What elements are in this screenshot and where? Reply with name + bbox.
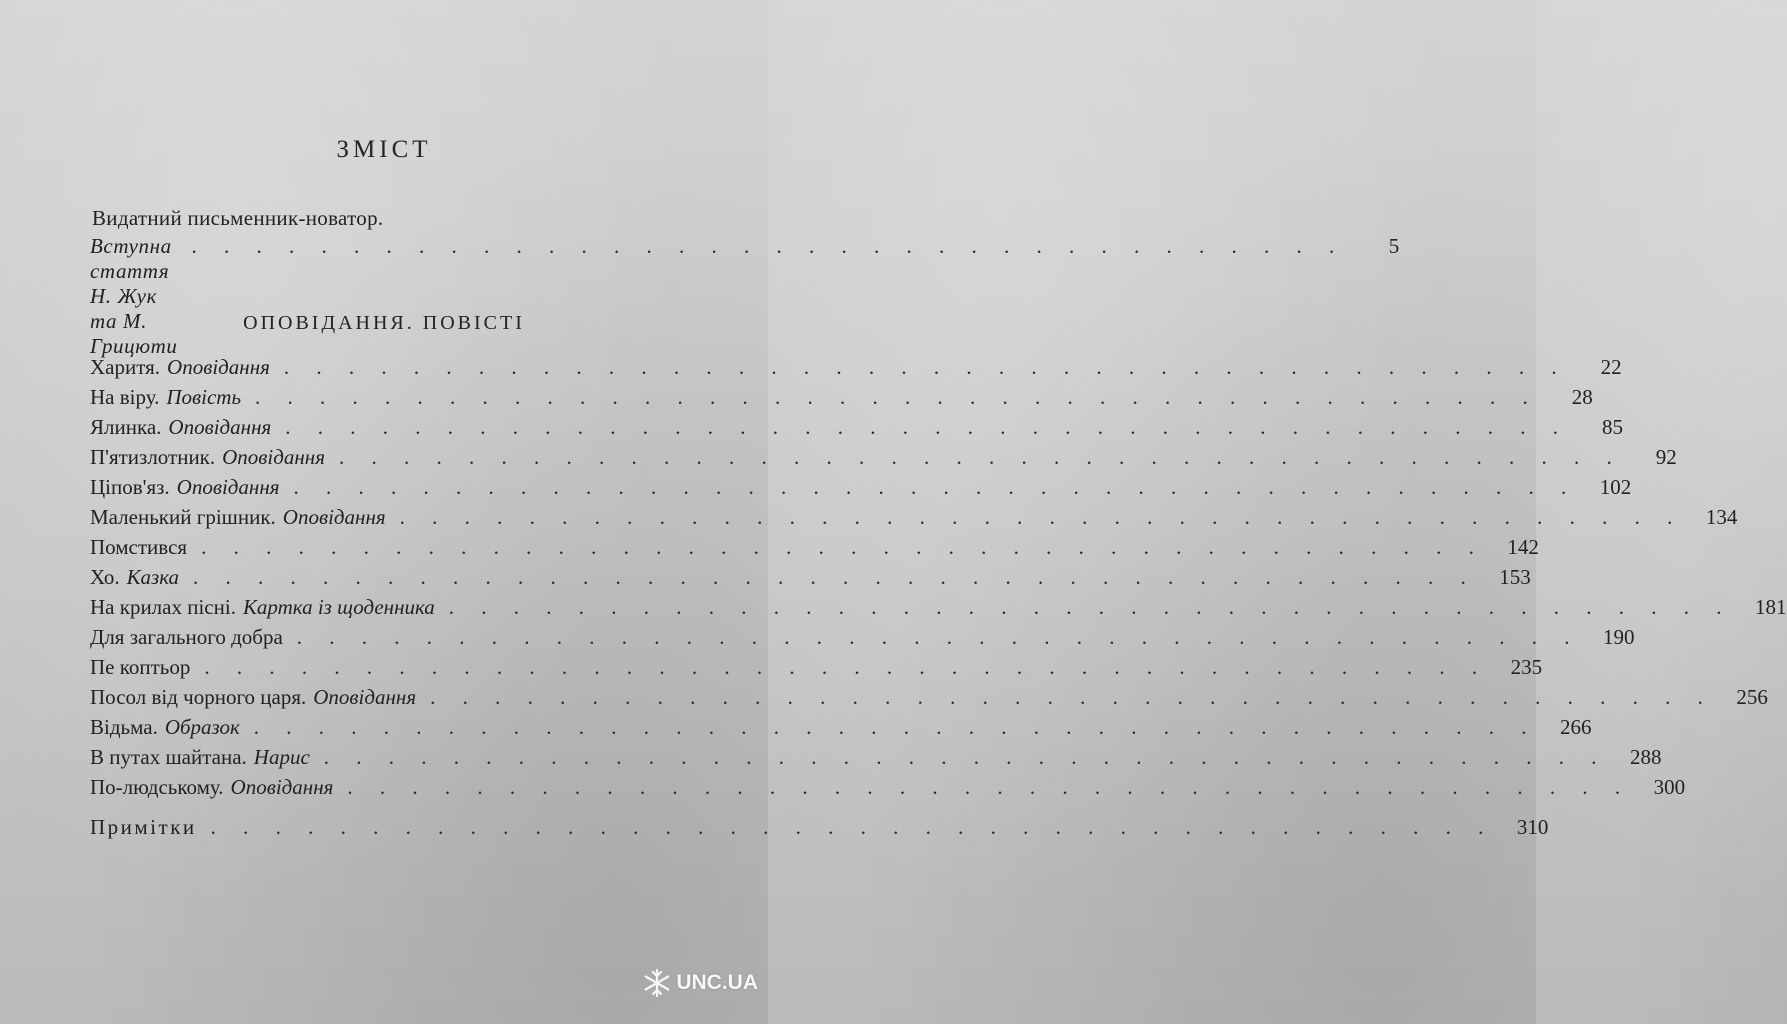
intro-subtitle: Вступна стаття Н. Жук та М. Грицюти [90,234,178,358]
toc-page-number: 92 [1655,445,1677,469]
toc-entry-title: На віру. [90,385,160,409]
toc-page-number: 181 [1755,595,1787,619]
intro-title: Видатний письменник-новатор. [92,206,384,230]
toc-row [90,475,1632,505]
toc-entry-subtitle: Образок [164,715,240,739]
toc-page-number: 300 [1653,775,1686,799]
toc-entry-title: Пе коптьор [90,655,191,679]
toc-row [90,595,1787,625]
intro-entry [90,234,1400,359]
leader-dots: . . . . . . . . . . . . . . . . . . . . . . . . . . . . . . . . . . . . . . . . [399,505,1684,529]
toc-page-number: 85 [1602,415,1624,439]
toc-entry-title: Помстився [90,535,188,559]
leader-dots: . . . . . . . . . . . . . . . . . . . . . . . . . . . . . . . . . . . . . . . . [296,625,1581,649]
leader-dots: . . . . . . . . . . . . . . . . . . . . . . . . . . . . . . . . . . . . . . . . [193,565,1477,589]
toc-entry-title: Харитя. [90,355,161,379]
toc-entry-title: Хо. [90,565,120,589]
toc-page-number: 190 [1603,625,1635,649]
toc-entry-title: По-людському. [90,775,224,799]
toc-row [90,655,1543,685]
leader-dots: . . . . . . . . . . . . . . . . . . . . . . . . . . . . . . . . . . . . [191,234,1346,258]
toc-row [90,625,1635,655]
toc-row [90,355,1622,385]
toc-entry-title: Посол від чорного царя. [90,685,307,709]
toc-page-number: 142 [1507,535,1539,559]
toc-page-number: 102 [1599,475,1632,499]
watermark [642,968,758,998]
toc-entry-title: Маленький грішник. [90,505,276,529]
leader-dots: . . . . . . . . . . . . . . . . . . . . . . . . . . . . . . . . . . . . . . . . [210,815,1495,839]
toc-row [90,445,1677,475]
toc-entry-subtitle: Оповідання [167,355,270,379]
toc-entry-subtitle: Казка [126,565,180,589]
toc-page-number: 22 [1600,355,1622,379]
toc-entry-subtitle: Оповідання [176,475,280,499]
leader-dots: . . . . . . . . . . . . . . . . . . . . . . . . . . . . . . . . . . . . . . . . [255,385,1539,409]
toc-row [90,385,1593,415]
toc-row [90,775,1686,805]
notes-entry [90,815,1549,840]
toc-entry-title: Відьма. [90,715,158,739]
toc-entry-subtitle: Оповідання [230,775,334,799]
leader-dots: . . . . . . . . . . . . . . . . . . . . . . . . . . . . . . . . . . . . . . . . [293,475,1578,499]
leader-dots: . . . . . . . . . . . . . . . . . . . . . . . . . . . . . . . . . . . . . . . . [201,535,1485,559]
toc-page-number: 235 [1510,655,1543,679]
toc-entry-subtitle: Оповідання [168,415,272,439]
toc-entry-title: Ялинка. [90,415,162,439]
leader-dots: . . . . . . . . . . . . . . . . . . . . . . . . . . . . . . . . . . . . . . . . [204,655,1489,679]
notes-page-number: 310 [1516,815,1549,839]
toc-page-number: 153 [1499,565,1531,589]
leader-dots: . . . . . . . . . . . . . . . . . . . . . . . . . . . . . . . . . . . . . . . . [323,745,1608,769]
toc-row [90,565,1531,595]
toc-entry-subtitle: Повість [166,385,242,409]
snowflake-logo-icon [642,968,672,998]
leader-dots: . . . . . . . . . . . . . . . . . . . . . . . . . . . . . . . . . . . . . . . . [285,415,1570,439]
toc-row [90,745,1662,775]
toc-entry-subtitle: Нарис [253,745,310,769]
watermark-text: UNC.UA [676,971,758,994]
toc-row [90,505,1738,535]
toc-page-number: 288 [1630,745,1662,769]
toc-entry-title: Ціпов'яз. [90,475,170,499]
leader-dots: . . . . . . . . . . . . . . . . . . . . . . . . . . . . . . . . . . . . . . . . [338,445,1623,469]
toc-entry-subtitle: Картка із щоденника [242,595,435,619]
leader-dots: . . . . . . . . . . . . . . . . . . . . . . . . . . . . . . . . . . . . . . . . [448,595,1733,619]
section-heading: ОПОВІДАННЯ. ПОВІСТІ [243,312,525,334]
leader-dots: . . . . . . . . . . . . . . . . . . . . . . . . . . . . . . . . . . . . . . . . [283,355,1568,379]
toc-page-number: 28 [1571,385,1593,409]
table-of-contents [90,355,1787,805]
toc-entry-subtitle: Оповідання [222,445,325,469]
toc-page-number: 266 [1560,715,1592,739]
toc-page-number: 256 [1736,685,1768,709]
leader-dots: . . . . . . . . . . . . . . . . . . . . . . . . . . . . . . . . . . . . . . . . [347,775,1632,799]
toc-entry-subtitle: Оповідання [282,505,386,529]
toc-row [90,715,1592,745]
notes-title: Примітки [90,815,197,839]
toc-row [90,685,1768,715]
toc-row [90,535,1539,565]
page-title: ЗМІСТ [336,136,432,163]
toc-entry-title: Для загального добра [90,625,283,649]
toc-entry-title: На крилах пісні. [90,595,236,619]
toc-entry-title: В путах шайтана. [90,745,247,769]
toc-entry-title: П'ятизлотник. [90,445,216,469]
leader-dots: . . . . . . . . . . . . . . . . . . . . . . . . . . . . . . . . . . . . . . . . [253,715,1538,739]
toc-entry-subtitle: Оповідання [313,685,417,709]
toc-row [90,415,1624,445]
leader-dots: . . . . . . . . . . . . . . . . . . . . . . . . . . . . . . . . . . . . . . . . [430,685,1714,709]
toc-page-number: 134 [1705,505,1738,529]
intro-page-number: 5 [1388,234,1400,258]
